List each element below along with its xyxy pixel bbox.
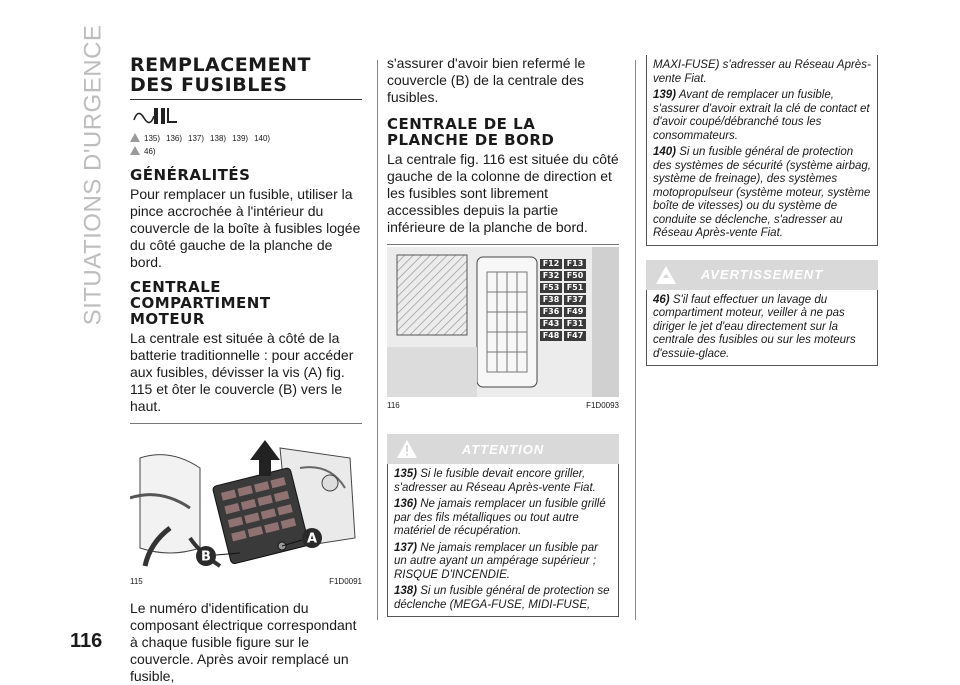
section-side-tab bbox=[78, 24, 108, 326]
paragraph-continued: s'assurer d'avoir bien refermé le couvercle (B) de la centrale des fusibles. bbox=[387, 55, 586, 105]
column-divider bbox=[377, 60, 378, 620]
note-number: 135) bbox=[394, 468, 418, 480]
reference-item: 135) bbox=[144, 134, 161, 143]
note-item bbox=[653, 89, 871, 143]
heading-line: CENTRALE DE LA bbox=[387, 115, 536, 133]
reference-item: 137) bbox=[188, 134, 205, 143]
warning-icon bbox=[130, 133, 140, 144]
fuse-label: F32 bbox=[540, 271, 562, 281]
label-a: A bbox=[306, 531, 318, 547]
references-row bbox=[130, 146, 362, 157]
figure-number: 115 bbox=[130, 577, 143, 586]
heading-line: COMPARTIMENT bbox=[130, 294, 271, 312]
page-number: 116 bbox=[70, 630, 103, 652]
attention-box-continued bbox=[646, 55, 878, 246]
note-text: MAXI-FUSE) s'adresser au Réseau Après-vente Fiat. bbox=[653, 59, 871, 85]
fuse-label: F53 bbox=[540, 283, 562, 293]
note-number: 139) bbox=[653, 89, 677, 101]
note-item bbox=[394, 468, 612, 495]
note-number: 137) bbox=[394, 541, 418, 554]
reference-item: 138) bbox=[210, 134, 227, 143]
paragraph-compartiment: La centrale est située à côté de la batterie traditionnelle : pour accéder aux fusibles, dévisser la vis (A) fig. 115 et ôter le couvercle (B) vers le haut. bbox=[130, 330, 354, 414]
warning-triangle-icon bbox=[397, 440, 417, 463]
note-text: S'il faut effectuer un lavage du compartiment moteur, veiller à ne pas diriger le jet d'eau directement sur la centrale des fusibles ou sur les moteurs d'essuie-glace. bbox=[653, 293, 856, 360]
note-item bbox=[653, 294, 871, 362]
figure-115 bbox=[130, 423, 362, 573]
heading-line: PLANCHE DE BORD bbox=[387, 131, 555, 149]
attention-box bbox=[387, 464, 619, 617]
note-text: Si un fusible général de protection se déclenche (MEGA-FUSE, MIDI-FUSE, bbox=[394, 585, 610, 611]
reference-item: 140) bbox=[254, 134, 271, 143]
fuse-label: F50 bbox=[564, 271, 586, 281]
fuse-label: F31 bbox=[564, 319, 586, 329]
page-title-line-1: REMPLACEMENT bbox=[130, 54, 311, 76]
heading-centrale-planche-de-bord bbox=[387, 116, 619, 148]
reference-item: 139) bbox=[232, 134, 249, 143]
fuse-label: F12 bbox=[540, 259, 562, 269]
heading-generalites: GÉNÉRALITÉS bbox=[130, 166, 251, 184]
fuse-label-grid bbox=[540, 259, 586, 341]
warning-banner bbox=[646, 260, 878, 290]
page-title-line-2: DES FUSIBLES bbox=[130, 74, 288, 96]
engine-fusebox-illustration bbox=[130, 428, 362, 568]
references-row bbox=[130, 133, 362, 144]
column-3 bbox=[646, 55, 878, 366]
note-text: Ne jamais remplacer un fusible grillé par des fils métalliques ou tout autre matériel de récupération. bbox=[394, 498, 606, 537]
reference-item: 136) bbox=[166, 134, 183, 143]
paragraph-planche: La centrale fig. 116 est située du côté gauche de la colonne de direction et les fusibles sont librement accessibles depuis la partie inférieure de la planche de bord. bbox=[387, 151, 619, 235]
note-number: 136) bbox=[394, 498, 418, 510]
note-item bbox=[394, 585, 612, 612]
note-text: Si un fusible général de protection des systèmes de sécurité (système airbag, système de freinage), des systèmes motopropulseur (système moteur, système boîte de vitesses) ou du système de conduite se déclenche, s'adresser au Réseau Après-vente Fiat. bbox=[653, 146, 871, 239]
note-text: Si le fusible devait encore griller, s'adresser au Réseau Après-vente Fiat. bbox=[394, 468, 596, 494]
attention-banner bbox=[387, 434, 619, 464]
note-text: Avant de remplacer un fusible, s'assurer d'avoir extrait la clé de contact et d'avoir coupé/débranché tous les consommateurs. bbox=[653, 89, 870, 142]
page-title bbox=[130, 55, 362, 95]
attention-title: ATTENTION bbox=[461, 441, 545, 457]
figure-number: 116 bbox=[387, 401, 400, 410]
figure-code: F1D0091 bbox=[329, 577, 362, 586]
note-item bbox=[653, 59, 871, 86]
column-2 bbox=[387, 55, 619, 617]
note-number: 138) bbox=[394, 585, 418, 597]
note-number: 140) bbox=[653, 146, 677, 158]
fuse-label: F37 bbox=[564, 295, 586, 305]
fuse-label: F51 bbox=[564, 283, 586, 293]
reference-item: 46) bbox=[144, 147, 156, 156]
note-text: Ne jamais remplacer un fusible par un autre ayant un ampérage supérieur ; RISQUE D'INCENDIE. bbox=[394, 541, 598, 581]
dashboard-fusebox-illustration bbox=[387, 247, 619, 397]
label-b: B bbox=[201, 549, 211, 565]
figure-115-caption bbox=[130, 577, 362, 586]
heading-line: CENTRALE bbox=[130, 278, 222, 296]
fuse-label: F49 bbox=[564, 307, 586, 317]
note-number: 46) bbox=[653, 293, 670, 306]
figure-116-caption bbox=[387, 401, 619, 410]
column-divider bbox=[635, 60, 636, 620]
reference-list bbox=[144, 134, 270, 143]
note-item bbox=[394, 498, 612, 539]
fuse-symbol-icon bbox=[132, 106, 362, 131]
caution-triangle-icon bbox=[656, 266, 676, 289]
heading-line: MOTEUR bbox=[130, 310, 205, 328]
paragraph-after-figure: Le numéro d'identification du composant électrique correspondant à chaque fusible figure sur le couvercle. Après avoir remplacé un fusible, bbox=[130, 600, 357, 684]
section-side-tab-label: SITUATIONS D'URGENCE bbox=[79, 24, 107, 326]
fuse-label: F43 bbox=[540, 319, 562, 329]
fuse-label: F38 bbox=[540, 295, 562, 305]
fuse-label: F47 bbox=[564, 331, 586, 341]
fuse-label: F48 bbox=[540, 331, 562, 341]
caution-icon bbox=[130, 146, 140, 157]
warning-box bbox=[646, 290, 878, 367]
paragraph-generalites: Pour remplacer un fusible, utiliser la pince accrochée à l'intérieur du couvercle de la boîte à fusibles logée du côté gauche de la planche de bord. bbox=[130, 186, 361, 270]
note-item bbox=[394, 542, 612, 583]
fuse-label: F36 bbox=[540, 307, 562, 317]
column-1 bbox=[130, 55, 362, 685]
fuse-label: F13 bbox=[564, 259, 586, 269]
warning-title: AVERTISSEMENT bbox=[700, 267, 824, 282]
note-item bbox=[653, 146, 871, 241]
title-rule bbox=[130, 99, 362, 100]
figure-code: F1D0093 bbox=[586, 401, 619, 410]
figure-116 bbox=[387, 244, 619, 397]
heading-centrale-compartiment-moteur bbox=[130, 279, 362, 327]
